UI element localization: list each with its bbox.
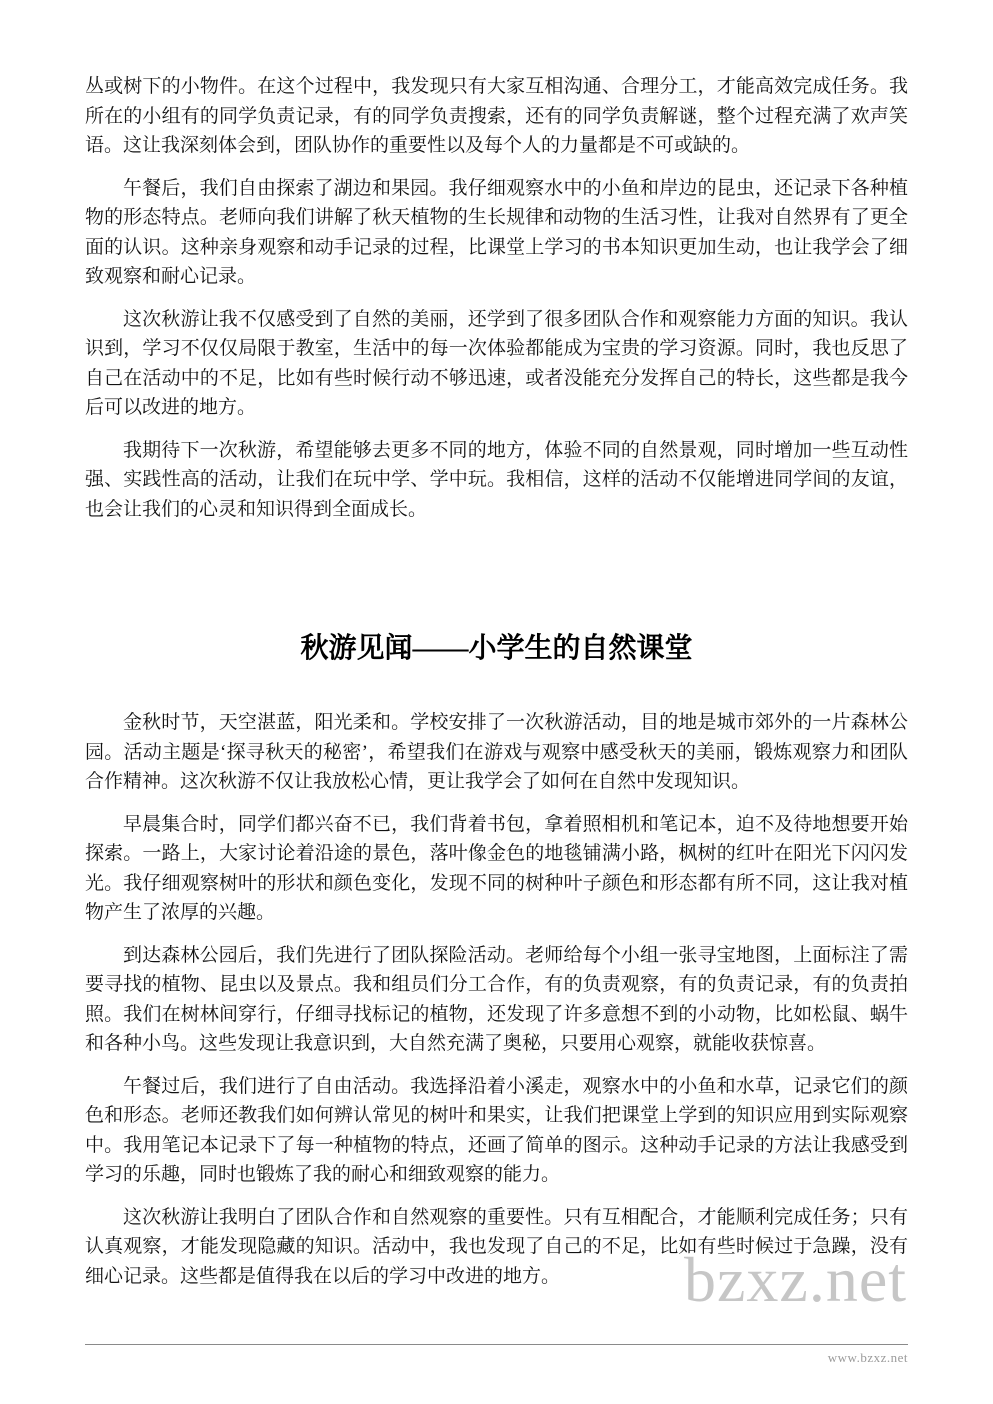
document-content <box>85 72 908 1304</box>
paragraph: 我期待下一次秋游，希望能够去更多不同的地方，体验不同的自然景观，同时增加一些互动性强、实践性高的活动，让我们在玩中学、学中玩。我相信，这样的活动不仅能增进同学间的友谊，也会让我们的心灵和知识得到全面成长。 <box>85 439 908 520</box>
paragraph: 到达森林公园后，我们先进行了团队探险活动。老师给每个小组一张寻宝地图，上面标注了需要寻找的植物、昆虫以及景点。我和组员们分工合作，有的负责观察，有的负责记录，有的负责拍照。我们在树林间穿行，仔细寻找标记的植物，还发现了许多意想不到的小动物，比如松鼠、蜗牛和各种小鸟。这些发现让我意识到，大自然充满了奥秘，只要用心观察，就能收获惊喜。 <box>85 944 908 1054</box>
footer-url: www.bzxz.net <box>827 1350 908 1365</box>
paragraph: 丛或树下的小物件。在这个过程中，我发现只有大家互相沟通、合理分工，才能高效完成任务。我所在的小组有的同学负责记录，有的同学负责搜索，还有的同学负责解谜，整个过程充满了欢声笑语。这让我深刻体会到，团队协作的重要性以及每个人的力量都是不可或缺的。 <box>85 76 908 156</box>
paragraph: 这次秋游让我明白了团队合作和自然观察的重要性。只有互相配合，才能顺利完成任务；只有认真观察，才能发现隐藏的知识。活动中，我也发现了自己的不足，比如有些时候过于急躁，没有细心记录。这些都是值得我在以后的学习中改进的地方。 <box>85 1206 908 1287</box>
paragraph: 金秋时节，天空湛蓝，阳光柔和。学校安排了一次秋游活动，目的地是城市郊外的一片森林公园。活动主题是‘探寻秋天的秘密’，希望我们在游戏与观察中感受秋天的美丽，锻炼观察力和团队合作精神。这次秋游不仅让我放松心情，更让我学会了如何在自然中发现知识。 <box>85 712 908 792</box>
paragraph: 午餐后，我们自由探索了湖边和果园。我仔细观察水中的小鱼和岸边的昆虫，还记录下各种植物的形态特点。老师向我们讲解了秋天植物的生长规律和动物的生活习性，让我对自然界有了更全面的认识。这种亲身观察和动手记录的过程，比课堂上学习的书本知识更加生动，也让我学会了细致观察和耐心记录。 <box>85 177 908 287</box>
paragraph: 午餐过后，我们进行了自由活动。我选择沿着小溪走，观察水中的小鱼和水草，记录它们的颜色和形态。老师还教我们如何辨认常见的树叶和果实，让我们把课堂上学到的知识应用到实际观察中。我用笔记本记录下了每一种植物的特点，还画了简单的图示。这种动手记录的方法让我感受到学习的乐趣，同时也锻炼了我的耐心和细致观察的能力。 <box>85 1075 908 1185</box>
watermark: bzxz.net <box>684 1244 907 1315</box>
paragraph: 早晨集合时，同学们都兴奋不已，我们背着书包，拿着照相机和笔记本，迫不及待地想要开始探索。一路上，大家讨论着沿途的景色，落叶像金色的地毯铺满小路，枫树的红叶在阳光下闪闪发光。我仔细观察树叶的形状和颜色变化，发现不同的树种叶子颜色和形态都有所不同，这让我对植物产生了浓厚的兴趣。 <box>85 813 908 923</box>
paragraph: 这次秋游让我不仅感受到了自然的美丽，还学到了很多团队合作和观察能力方面的知识。我认识到，学习不仅仅局限于教室，生活中的每一次体验都能成为宝贵的学习资源。同时，我也反思了自己在活动中的不足，比如有些时候行动不够迅速，或者没能充分发挥自己的特长，这些都是我今后可以改进的地方。 <box>85 308 908 418</box>
footer-divider <box>85 1344 908 1345</box>
essay-title: 秋游见闻——小学生的自然课堂 <box>300 633 693 664</box>
